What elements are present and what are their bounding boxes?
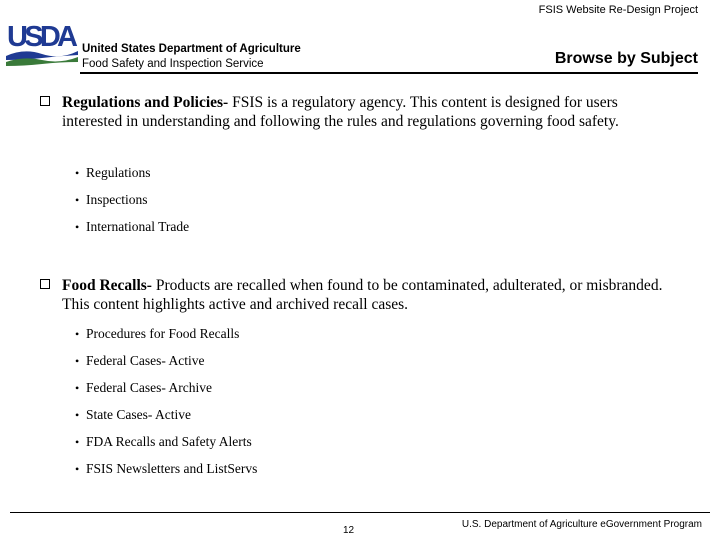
list-item-label: State Cases- Active	[86, 407, 191, 422]
section-food-recalls	[40, 276, 680, 314]
bullet-icon: •	[75, 220, 80, 234]
project-title: FSIS Website Re-Design Project	[538, 4, 698, 16]
regulations-subtopics	[75, 165, 189, 246]
list-item[interactable]	[75, 192, 189, 219]
bullet-icon: •	[75, 354, 80, 368]
list-item[interactable]	[75, 380, 257, 407]
bullet-icon: •	[75, 381, 80, 395]
usda-logo	[6, 18, 80, 73]
footer-organization: U.S. Department of Agriculture eGovernment Program	[461, 519, 702, 530]
section-text	[40, 276, 680, 314]
section-heading[interactable]: Regulations and Policies-	[62, 94, 229, 111]
bullet-icon: •	[75, 327, 80, 341]
section-text	[40, 93, 680, 131]
section-heading[interactable]: Food Recalls-	[62, 277, 152, 294]
section-description: Products are recalled when found to be contaminated, adulterated, or misbranded. This content highlights active and archived recall cases.	[62, 277, 663, 313]
list-item-label: Federal Cases- Archive	[86, 380, 212, 395]
list-item[interactable]	[75, 407, 257, 434]
section-regulations	[40, 93, 680, 131]
page-subtitle: Browse by Subject	[554, 50, 698, 67]
list-item[interactable]	[75, 326, 257, 353]
header-divider	[80, 72, 698, 74]
bullet-icon: •	[75, 166, 80, 180]
checkbox-bullet-icon	[40, 279, 50, 289]
bullet-icon: •	[75, 193, 80, 207]
list-item-label: International Trade	[86, 219, 190, 234]
list-item[interactable]	[75, 461, 257, 488]
list-item[interactable]	[75, 434, 257, 461]
list-item[interactable]	[75, 165, 189, 192]
service-name: Food Safety and Inspection Service	[82, 58, 264, 70]
list-item-label: Federal Cases- Active	[86, 353, 205, 368]
bullet-icon: •	[75, 435, 80, 449]
list-item-label: Procedures for Food Recalls	[86, 326, 240, 341]
food-recalls-subtopics	[75, 326, 257, 488]
usda-logo-text: USDA	[7, 21, 78, 53]
checkbox-bullet-icon	[40, 96, 50, 106]
list-item-label: FSIS Newsletters and ListServs	[86, 461, 258, 476]
list-item-label: Regulations	[86, 165, 151, 180]
bullet-icon: •	[75, 462, 80, 476]
bullet-icon: •	[75, 408, 80, 422]
list-item-label: Inspections	[86, 192, 148, 207]
section-description: FSIS is a regulatory agency. This content is designed for users interested in understanding and following the rules and regulations governing food safety.	[62, 94, 619, 130]
list-item[interactable]	[75, 353, 257, 380]
usda-logo-graphic	[6, 18, 80, 68]
department-name: United States Department of Agriculture	[82, 43, 301, 55]
page-number: 12	[343, 525, 355, 536]
list-item[interactable]	[75, 219, 189, 246]
footer-divider	[10, 512, 710, 513]
list-item-label: FDA Recalls and Safety Alerts	[86, 434, 252, 449]
